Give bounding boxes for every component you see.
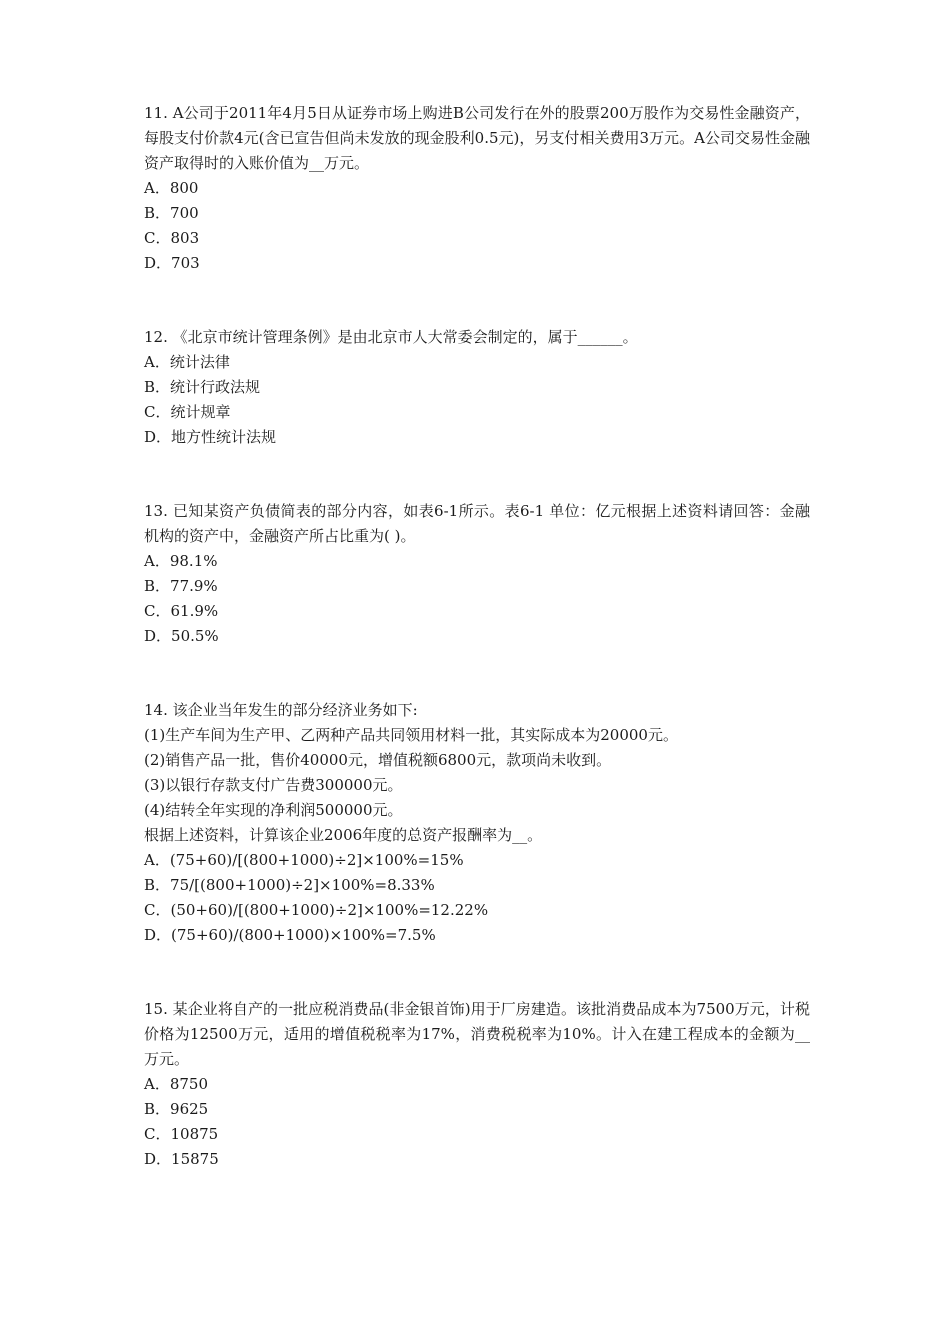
spacer — [144, 276, 810, 325]
option-b: B．77.9% — [144, 577, 218, 595]
spacer — [144, 948, 810, 997]
option-d: D．(75+60)/(800+1000)×100%=7.5% — [144, 926, 436, 944]
option-list — [144, 549, 810, 649]
question-stem: 15. 某企业将自产的一批应税消费品(非金银首饰)用于厂房建造。该批消费品成本为7500万元，计税价格为12500万元，适用的增值税税率为17%，消费税税率为10%。计入在建工程成本的金额为__万元。 — [144, 1000, 810, 1068]
option-b: B．700 — [144, 204, 199, 222]
question-stem-line: (4)结转全年实现的净利润500000元。 — [144, 801, 403, 819]
option-c: C．803 — [144, 229, 200, 247]
question-stem-line: 根据上述资料，计算该企业2006年度的总资产报酬率为__。 — [144, 826, 543, 844]
question-stem-line: (2)销售产品一批，售价40000元，增值税额6800元，款项尚未收到。 — [144, 751, 612, 769]
option-a: A．统计法律 — [144, 353, 230, 371]
option-b: B．统计行政法规 — [144, 378, 261, 396]
question-12 — [144, 325, 810, 450]
question-stem-line: (3)以银行存款支付广告费300000元。 — [144, 776, 403, 794]
option-d: D．50.5% — [144, 627, 219, 645]
option-list — [144, 1072, 810, 1172]
option-b: B．75/[(800+1000)÷2]×100%=8.33% — [144, 876, 435, 894]
option-list — [144, 350, 810, 450]
option-c: C．统计规章 — [144, 403, 231, 421]
option-b: B．9625 — [144, 1100, 209, 1118]
question-stem: 13. 已知某资产负债简表的部分内容，如表6-1所示。表6-1 单位：亿元根据上述资料请回答：金融机构的资产中，金融资产所占比重为( )。 — [144, 502, 810, 545]
option-a: A．98.1% — [144, 552, 218, 570]
option-d: D．15875 — [144, 1150, 219, 1168]
question-stem: 11. A公司于2011年4月5日从证券市场上购进B公司发行在外的股票200万股作为交易性金融资产，每股支付价款4元(含已宣告但尚未发放的现金股利0.5元)，另支付相关费用3万元。A公司交易性金融资产取得时的入账价值为__万元。 — [144, 104, 810, 172]
spacer — [144, 649, 810, 698]
option-c: C．(50+60)/[(800+1000)÷2]×100%=12.22% — [144, 901, 489, 919]
question-15 — [144, 997, 810, 1172]
option-a: A．8750 — [144, 1075, 209, 1093]
question-stem: 14. 该企业当年发生的部分经济业务如下: — [144, 701, 418, 719]
option-c: C．61.9% — [144, 602, 219, 620]
question-stem-line: (1)生产车间为生产甲、乙两种产品共同领用材料一批，其实际成本为20000元。 — [144, 726, 678, 744]
question-stem: 12. 《北京市统计管理条例》是由北京市人大常委会制定的，属于______。 — [144, 328, 638, 346]
question-14 — [144, 698, 810, 948]
spacer — [144, 450, 810, 499]
option-list — [144, 176, 810, 276]
option-c: C．10875 — [144, 1125, 219, 1143]
question-13 — [144, 499, 810, 649]
option-list — [144, 848, 810, 948]
option-d: D．703 — [144, 254, 200, 272]
option-a: A．(75+60)/[(800+1000)÷2]×100%=15% — [144, 851, 464, 869]
question-11 — [144, 101, 810, 276]
question-list — [144, 101, 810, 1172]
option-a: A．800 — [144, 179, 199, 197]
option-d: D．地方性统计法规 — [144, 428, 277, 446]
